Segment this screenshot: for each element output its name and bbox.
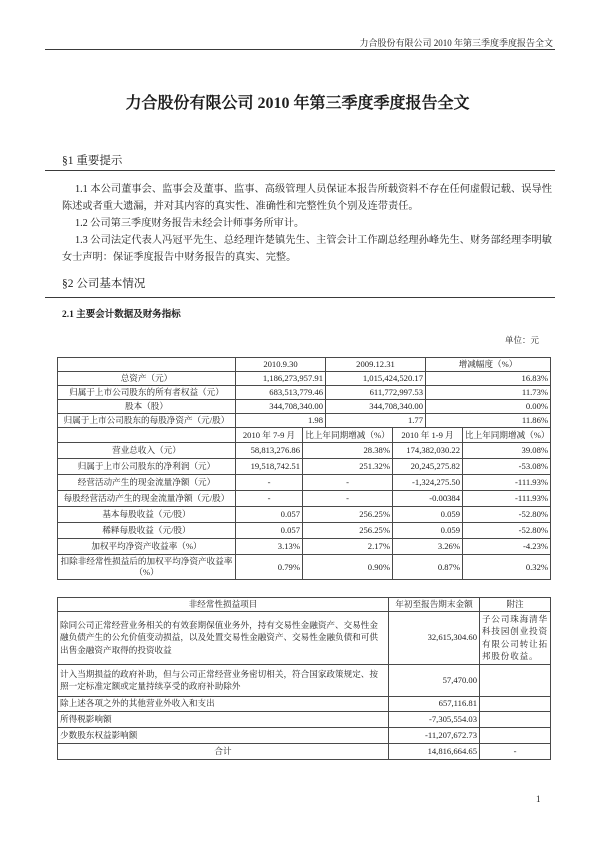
table-row (58, 372, 551, 386)
column-header: 2010 年 7-9 月 (236, 428, 303, 443)
page-number: 1 (536, 794, 541, 804)
item-cell: 所得税影响额 (58, 711, 389, 727)
value-cell: 1.77 (326, 414, 426, 428)
value-cell: 3.26% (393, 539, 463, 555)
row-label: 基本每股收益（元/股） (58, 507, 236, 523)
value-cell: 2.17% (303, 539, 393, 555)
value-cell: 58,813,276.86 (236, 443, 303, 459)
table-row (58, 443, 551, 459)
value-cell: 11.73% (426, 386, 551, 400)
value-cell: 1,186,273,957.91 (236, 372, 326, 386)
value-cell: 0.057 (236, 523, 303, 539)
column-header: 比上年同期增减（%） (303, 428, 393, 443)
value-cell: 20,245,275.82 (393, 459, 463, 475)
value-cell: - (303, 491, 393, 507)
total-label: 合计 (58, 743, 389, 759)
table-row (58, 664, 551, 696)
column-header: 2010 年 1-9 月 (393, 428, 463, 443)
header-rule (45, 49, 555, 50)
value-cell: 1.98 (236, 414, 326, 428)
note-cell (480, 664, 551, 696)
value-cell: 28.38% (303, 443, 393, 459)
value-cell: 0.00% (426, 400, 551, 414)
value-cell: 611,772,997.53 (326, 386, 426, 400)
item-cell: 计入当期损益的政府补助，但与公司正常经营业务密切相关，符合国家政策规定、按照一定标准定额或定量持续享受的政府补助除外 (58, 664, 389, 696)
report-title: 力合股份有限公司 2010 年第三季度季度报告全文 (125, 95, 470, 112)
value-cell: 0.32% (463, 555, 551, 580)
value-cell: 0.90% (303, 555, 393, 580)
column-header: 年初至报告期末金额 (389, 598, 480, 612)
table-row (58, 539, 551, 555)
value-cell: 344,708,340.00 (236, 400, 326, 414)
value-cell: 16.83% (426, 372, 551, 386)
amount-cell: 657,116.81 (389, 696, 480, 711)
total-row (58, 743, 551, 759)
row-label: 总资产（元） (58, 372, 236, 386)
table-row (58, 727, 551, 743)
note-cell (480, 711, 551, 727)
value-cell: -1,324,275.50 (393, 475, 463, 491)
table-row (58, 459, 551, 475)
table-row (58, 414, 551, 428)
blank-header-cell (58, 428, 236, 443)
value-cell: -52.80% (463, 507, 551, 523)
value-cell: 0.057 (236, 507, 303, 523)
row-label: 归属于上市公司股东的每股净资产（元/股） (58, 414, 236, 428)
table-header-row (58, 598, 551, 612)
amount-cell: 32,615,304.60 (389, 611, 480, 664)
value-cell: 256.25% (303, 523, 393, 539)
value-cell: 251.32% (303, 459, 393, 475)
row-label: 扣除非经常性损益后的加权平均净资产收益率（%） (58, 555, 236, 580)
item-cell: 除上述各项之外的其他营业外收入和支出 (58, 696, 389, 711)
table-row (58, 696, 551, 711)
value-cell: 39.08% (463, 443, 551, 459)
table-row (58, 386, 551, 400)
row-label: 股本（股） (58, 400, 236, 414)
note-1-2: 1.2 公司第三季度财务报告未经会计师事务所审计。 (75, 218, 305, 229)
note-cell (480, 696, 551, 711)
note-1-3: 1.3 公司法定代表人冯冠平先生、总经理许楚镇先生、主管会计工作副总经理孙峰先生、财务部经理李明敏女士声明：保证季度报告中财务报告的真实、完整。 (62, 235, 552, 263)
value-cell: 11.86% (426, 414, 551, 428)
value-cell: 0.87% (393, 555, 463, 580)
table-row (58, 400, 551, 414)
value-cell: - (236, 475, 303, 491)
note-cell: 子公司珠海清华科技园创业投资有限公司转让拓邦股份收益。 (480, 611, 551, 664)
table-row (58, 711, 551, 727)
key-financial-table (57, 357, 551, 580)
value-cell: 174,382,030.22 (393, 443, 463, 459)
section2-heading: §2 公司基本情况 (62, 278, 146, 290)
section1-heading: §1 重要提示 (62, 155, 123, 167)
section2-rule (45, 297, 555, 298)
value-cell: -4.23% (463, 539, 551, 555)
value-cell: - (303, 475, 393, 491)
row-label: 稀释每股收益（元/股） (58, 523, 236, 539)
row-label: 每股经营活动产生的现金流量净额（元/股） (58, 491, 236, 507)
important-notes (62, 181, 552, 266)
note-1-1: 1.1 本公司董事会、监事会及董事、监事、高级管理人员保证本报告所载资料不存在任何虚假记载、误导性陈述或者重大遗漏，并对其内容的真实性、准确性和完整性负个别及连带责任。 (62, 184, 552, 212)
value-cell: -111.93% (463, 491, 551, 507)
row-label: 加权平均净资产收益率（%） (58, 539, 236, 555)
table-row (58, 523, 551, 539)
note-cell (480, 727, 551, 743)
column-header: 非经常性损益项目 (58, 598, 389, 612)
section1-rule (45, 170, 555, 171)
value-cell: -53.08% (463, 459, 551, 475)
total-note: - (480, 743, 551, 759)
column-header: 增减幅度（%） (426, 358, 551, 372)
row-label: 经营活动产生的现金流量净额（元） (58, 475, 236, 491)
value-cell: 1,015,424,520.17 (326, 372, 426, 386)
amount-cell: 57,470.00 (389, 664, 480, 696)
total-amount: 14,816,664.65 (389, 743, 480, 759)
row-label: 营业总收入（元） (58, 443, 236, 459)
table-header-row (58, 358, 551, 372)
value-cell: 0.79% (236, 555, 303, 580)
item-cell: 少数股东权益影响额 (58, 727, 389, 743)
row-label: 归属于上市公司股东的所有者权益（元） (58, 386, 236, 400)
amount-cell: -11,207,672.73 (389, 727, 480, 743)
non-recurring-items-table (57, 597, 551, 760)
value-cell: -52.80% (463, 523, 551, 539)
value-cell: -0.00384 (393, 491, 463, 507)
value-cell: -111.93% (463, 475, 551, 491)
value-cell: 3.13% (236, 539, 303, 555)
table-row (58, 491, 551, 507)
table-row (58, 611, 551, 664)
table-row (58, 475, 551, 491)
running-header: 力合股份有限公司 2010 年第三季度季度报告全文 (359, 38, 553, 48)
column-header: 2009.12.31 (326, 358, 426, 372)
item-cell: 除同公司正常经营业务相关的有效套期保值业务外，持有交易性金融资产、交易性金融负债产生的公允价值变动损益，以及处置交易性金融资产、交易性金融负债和可供出售金融资产取得的投资收益 (58, 611, 389, 664)
column-header: 附注 (480, 598, 551, 612)
value-cell: 683,513,779.46 (236, 386, 326, 400)
column-header: 2010.9.30 (236, 358, 326, 372)
subsection-2-1-heading: 2.1 主要会计数据及财务指标 (62, 310, 181, 320)
value-cell: 19,518,742.51 (236, 459, 303, 475)
value-cell: - (236, 491, 303, 507)
value-cell: 0.059 (393, 523, 463, 539)
amount-cell: -7,305,554.03 (389, 711, 480, 727)
column-header: 比上年同期增减（%） (463, 428, 551, 443)
value-cell: 0.059 (393, 507, 463, 523)
blank-header-cell (58, 358, 236, 372)
row-label: 归属于上市公司股东的净利润（元） (58, 459, 236, 475)
table-row (58, 507, 551, 523)
unit-label: 单位：元 (504, 335, 539, 345)
value-cell: 256.25% (303, 507, 393, 523)
value-cell: 344,708,340.00 (326, 400, 426, 414)
table-header-row (58, 428, 551, 443)
table-row (58, 555, 551, 580)
